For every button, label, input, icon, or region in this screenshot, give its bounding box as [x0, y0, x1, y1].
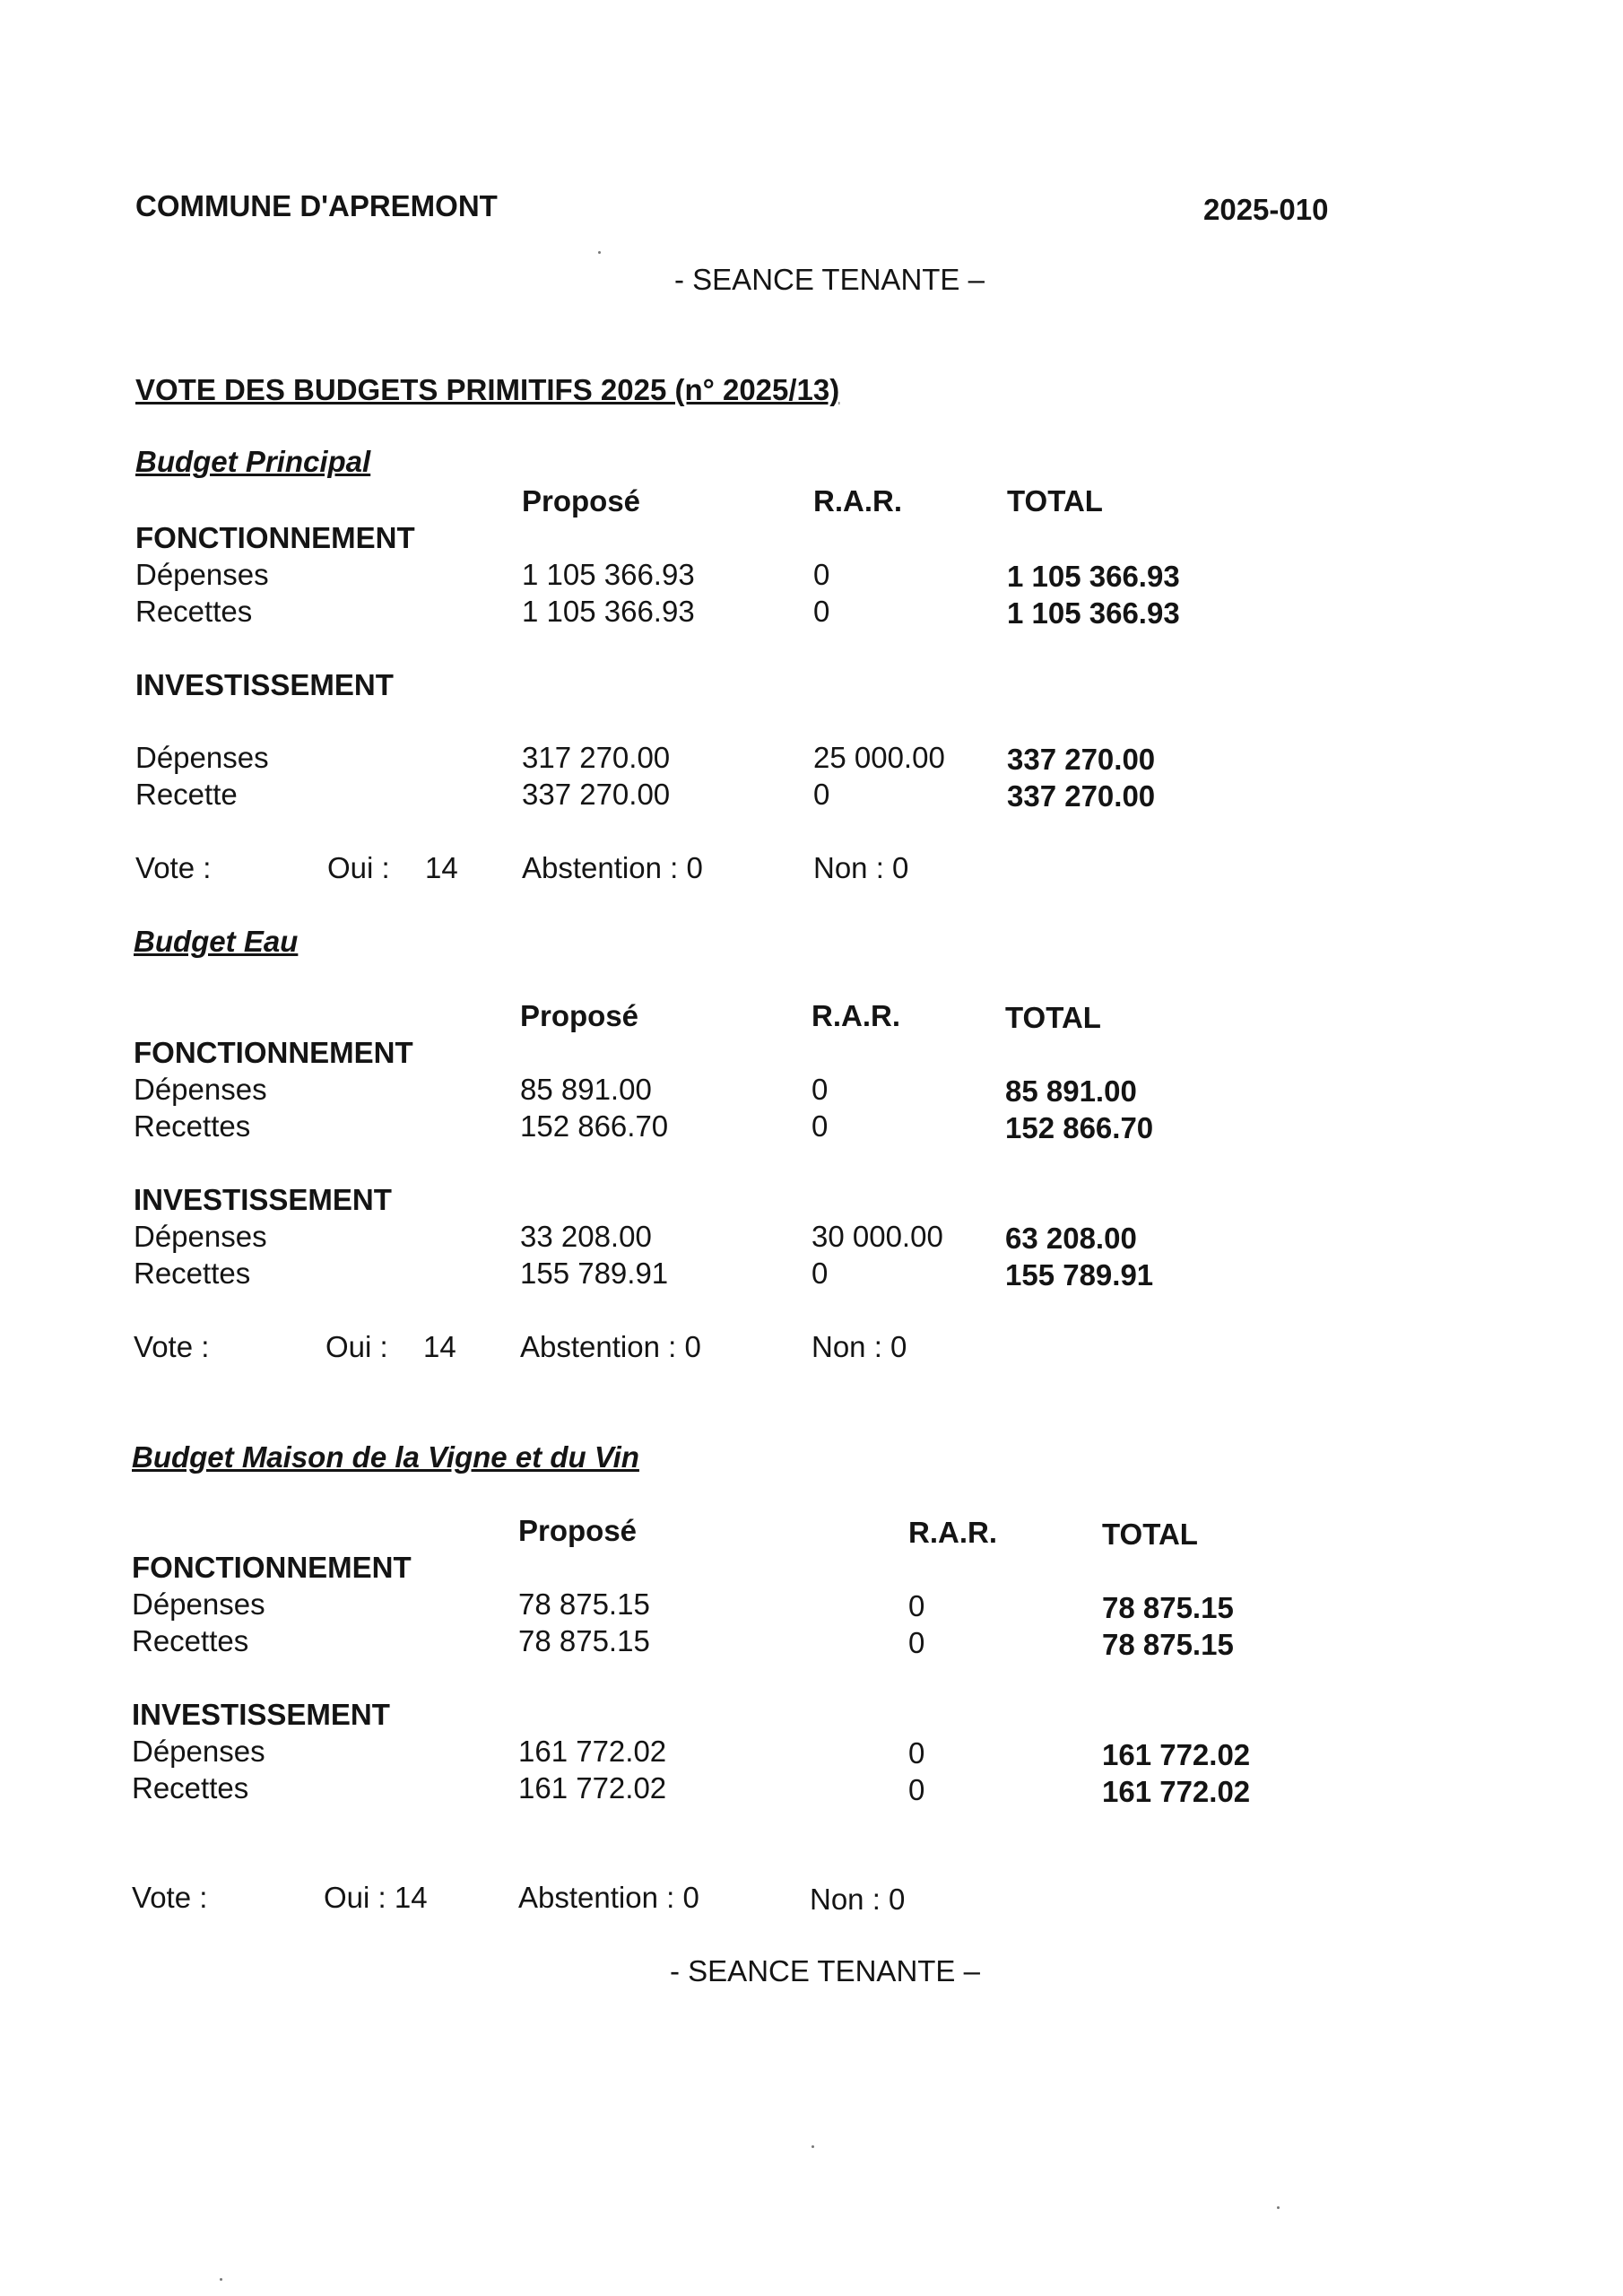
col-header-rar: R.A.R.: [908, 1516, 997, 1549]
section-investissement: INVESTISSEMENT: [132, 1698, 390, 1731]
cell-propose: 33 208.00: [520, 1220, 652, 1253]
cell-rar: 25 000.00: [813, 741, 945, 774]
cell-propose: 337 270.00: [522, 778, 671, 811]
row-label: Dépenses: [132, 1735, 265, 1768]
row-label: Recettes: [132, 1771, 249, 1805]
scan-speck: [220, 2278, 222, 2281]
col-header-total: TOTAL: [1102, 1518, 1198, 1551]
row-label: Dépenses: [135, 558, 269, 591]
cell-propose: 161 772.02: [518, 1771, 667, 1805]
vote-non: Non : 0: [810, 1883, 906, 1916]
commune-name: COMMUNE D'APREMONT: [135, 189, 498, 222]
seance-tenante-top: - SEANCE TENANTE –: [674, 263, 985, 296]
cell-propose: 78 875.15: [518, 1587, 650, 1621]
cell-propose: 152 866.70: [520, 1109, 669, 1143]
document-reference: 2025-010: [1203, 193, 1329, 226]
row-label: Recettes: [132, 1624, 249, 1657]
vote-label: Vote :: [132, 1881, 208, 1914]
vote-non: Non : 0: [812, 1330, 907, 1363]
cell-propose: 78 875.15: [518, 1624, 650, 1657]
col-header-propose: Proposé: [522, 484, 641, 517]
section-fonctionnement: FONCTIONNEMENT: [132, 1551, 412, 1584]
cell-total: 78 875.15: [1102, 1591, 1234, 1624]
section-investissement: INVESTISSEMENT: [134, 1183, 392, 1216]
cell-total: 78 875.15: [1102, 1628, 1234, 1661]
cell-propose: 85 891.00: [520, 1073, 652, 1106]
vote-abstention: Abstention : 0: [520, 1330, 701, 1363]
cell-propose: 161 772.02: [518, 1735, 667, 1768]
cell-propose: 1 105 366.93: [522, 558, 695, 591]
cell-total: 1 105 366.93: [1007, 596, 1180, 630]
row-label: Dépenses: [132, 1587, 265, 1621]
row-label: Recette: [135, 778, 238, 811]
budget-maison-vigne-title: Budget Maison de la Vigne et du Vin: [132, 1440, 639, 1474]
vote-non: Non : 0: [813, 851, 909, 884]
scan-speck: [1277, 2206, 1280, 2209]
cell-rar: 0: [908, 1736, 925, 1770]
row-label: Recettes: [135, 595, 253, 628]
col-header-rar: R.A.R.: [813, 484, 902, 517]
cell-total: 155 789.91: [1005, 1258, 1154, 1292]
vote-abstention: Abstention : 0: [518, 1881, 699, 1914]
cell-rar: 0: [812, 1073, 829, 1106]
budget-principal-title: Budget Principal: [135, 445, 371, 478]
col-header-propose: Proposé: [520, 999, 639, 1032]
cell-rar: 0: [813, 558, 830, 591]
cell-propose: 155 789.91: [520, 1257, 669, 1290]
vote-oui-count: 14: [423, 1330, 456, 1363]
vote-oui-label: Oui :: [327, 851, 390, 884]
main-title: VOTE DES BUDGETS PRIMITIFS 2025 (n° 2025/13): [135, 373, 840, 406]
col-header-rar: R.A.R.: [812, 999, 900, 1032]
row-label: Dépenses: [134, 1220, 267, 1253]
vote-oui-count: 14: [425, 851, 458, 884]
cell-total: 63 208.00: [1005, 1222, 1137, 1255]
cell-propose: 1 105 366.93: [522, 595, 695, 628]
vote-label: Vote :: [135, 851, 212, 884]
row-label: Dépenses: [135, 741, 269, 774]
scan-speck: [812, 2145, 814, 2148]
section-fonctionnement: FONCTIONNEMENT: [134, 1036, 413, 1069]
cell-total: 85 891.00: [1005, 1074, 1137, 1108]
vote-oui: Oui : 14: [324, 1881, 428, 1914]
vote-abstention: Abstention : 0: [522, 851, 703, 884]
cell-rar: 0: [812, 1109, 829, 1143]
col-header-total: TOTAL: [1007, 484, 1103, 517]
vote-label: Vote :: [134, 1330, 210, 1363]
cell-rar: 0: [908, 1773, 925, 1806]
cell-total: 161 772.02: [1102, 1738, 1251, 1771]
section-investissement: INVESTISSEMENT: [135, 668, 394, 701]
section-fonctionnement: FONCTIONNEMENT: [135, 521, 415, 554]
cell-rar: 0: [812, 1257, 829, 1290]
cell-rar: 0: [908, 1626, 925, 1659]
seance-tenante-bottom: - SEANCE TENANTE –: [670, 1954, 980, 1987]
row-label: Recettes: [134, 1257, 251, 1290]
cell-rar: 0: [908, 1589, 925, 1622]
scan-speck: [598, 251, 601, 254]
col-header-propose: Proposé: [518, 1514, 638, 1547]
col-header-total: TOTAL: [1005, 1001, 1101, 1034]
cell-rar: 0: [813, 595, 830, 628]
cell-rar: 0: [813, 778, 830, 811]
cell-total: 152 866.70: [1005, 1111, 1154, 1144]
cell-rar: 30 000.00: [812, 1220, 943, 1253]
cell-total: 337 270.00: [1007, 743, 1156, 776]
row-label: Dépenses: [134, 1073, 267, 1106]
cell-total: 1 105 366.93: [1007, 560, 1180, 593]
cell-total: 337 270.00: [1007, 779, 1156, 813]
row-label: Recettes: [134, 1109, 251, 1143]
cell-total: 161 772.02: [1102, 1775, 1251, 1808]
cell-propose: 317 270.00: [522, 741, 671, 774]
budget-eau-title: Budget Eau: [134, 925, 299, 958]
vote-oui-label: Oui :: [325, 1330, 388, 1363]
